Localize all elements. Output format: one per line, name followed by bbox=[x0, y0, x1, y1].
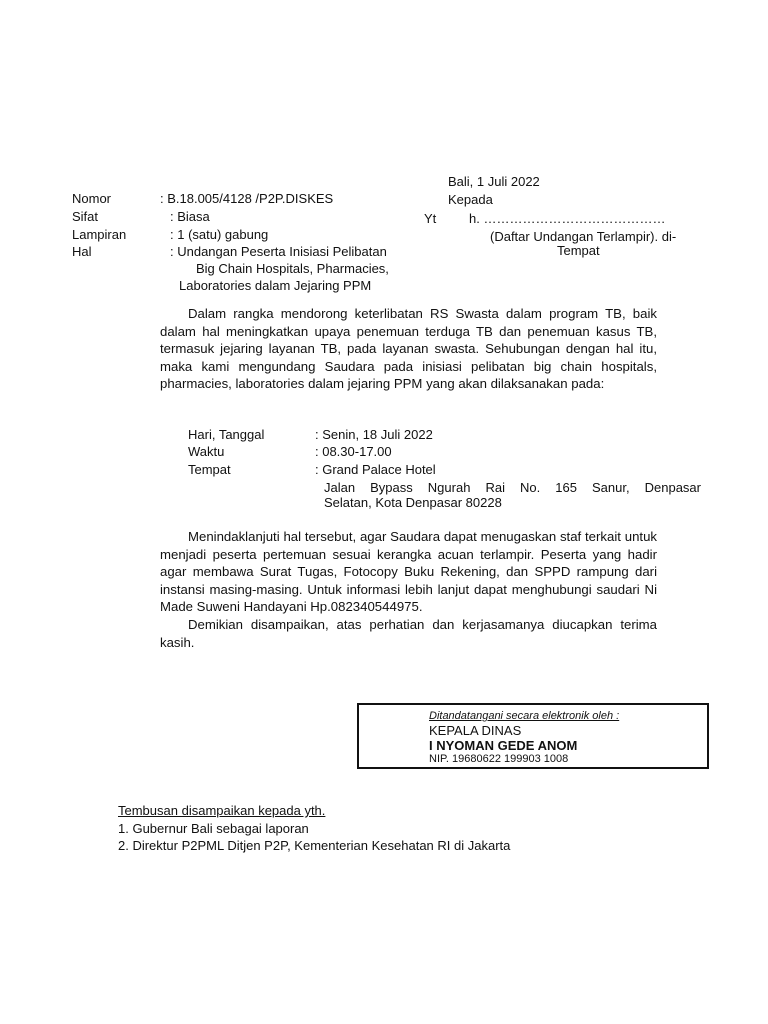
meta-value-sifat: : Biasa bbox=[170, 209, 210, 224]
recipient-note: (Daftar Undangan Terlampir). di- bbox=[490, 229, 677, 244]
schedule-label-time: Waktu bbox=[188, 444, 225, 459]
intro-paragraph bbox=[160, 305, 657, 393]
cc-item-1: 1. Gubernur Bali sebagai laporan bbox=[118, 821, 309, 836]
recipient-location: Tempat bbox=[557, 243, 600, 258]
venue-address-line-2: Selatan, Kota Denpasar 80228 bbox=[324, 495, 502, 510]
signature-nip: NIP. 19680622 199903 1008 bbox=[429, 753, 569, 765]
recipient-name: h. …………………………………… bbox=[469, 211, 666, 226]
meta-label-sifat: Sifat bbox=[72, 209, 99, 224]
signature-position: KEPALA DINAS bbox=[429, 723, 522, 738]
signature-name: I NYOMAN GEDE ANOM bbox=[429, 738, 578, 753]
signature-caption: Ditandatangani secara elektronik oleh : bbox=[429, 710, 620, 722]
followup-text: Menindaklanjuti hal tersebut, agar Saudara dapat menugaskan staf terkait untuk menjadi peserta pertemuan sesuai kerangka acuan terlampir. Peserta yang hadir agar membawa Surat Tugas, Fotocopy Buku Rekening, dan SPPD rampung dari instansi masing-masing. Untuk informasi lebih lanjut dapat menghubungi saudari Ni Made Suweni Handayani Hp.082340544975. bbox=[160, 529, 657, 615]
schedule-value-place: : Grand Palace Hotel bbox=[315, 462, 436, 477]
subject-line-3: Laboratories dalam Jejaring PPM bbox=[179, 278, 372, 293]
venue-address-line-1: Jalan Bypass Ngurah Rai No. 165 Sanur, Denpasar bbox=[324, 480, 701, 495]
schedule-label-date: Hari, Tanggal bbox=[188, 427, 265, 442]
yth-label: Yt bbox=[424, 211, 437, 226]
followup-paragraph bbox=[160, 528, 657, 651]
cc-item-2: 2. Direktur P2PML Ditjen P2P, Kementerian Kesehatan RI di Jakarta bbox=[118, 838, 511, 853]
meta-value-nomor: : B.18.005/4128 /P2P.DISKES bbox=[160, 191, 334, 206]
cc-title: Tembusan disampaikan kepada yth. bbox=[118, 803, 326, 818]
meta-label-lampiran: Lampiran bbox=[72, 227, 127, 242]
meta-value-lampiran: : 1 (satu) gabung bbox=[170, 227, 269, 242]
meta-label-nomor: Nomor bbox=[72, 191, 112, 206]
schedule-value-date: : Senin, 18 Juli 2022 bbox=[315, 427, 433, 442]
intro-text: Dalam rangka mendorong keterlibatan RS Swasta dalam program TB, baik dalam hal meningkatkan upaya penemuan terduga TB dan penemuan kasus TB, termasuk jejaring layanan TB, pada layanan swasta. Sehubungan dengan hal itu, maka kami mengundang Saudara pada inisiasi pelibatan big chain hospitals, pharmacies, laboratories dalam jejaring PPM yang akan dilaksanakan pada: bbox=[160, 306, 657, 392]
closing-text: Demikian disampaikan, atas perhatian dan kerjasamanya diucapkan terima kasih. bbox=[160, 616, 657, 650]
recipient-heading: Kepada bbox=[448, 192, 493, 207]
schedule-value-time: : 08.30-17.00 bbox=[315, 444, 392, 459]
signature-box bbox=[357, 703, 709, 769]
schedule-label-place: Tempat bbox=[188, 462, 231, 477]
meta-value-hal: : Undangan Peserta Inisiasi Pelibatan bbox=[170, 244, 387, 259]
meta-label-hal: Hal bbox=[72, 244, 92, 259]
place-date: Bali, 1 Juli 2022 bbox=[448, 174, 540, 189]
subject-line-2: Big Chain Hospitals, Pharmacies, bbox=[196, 261, 389, 276]
